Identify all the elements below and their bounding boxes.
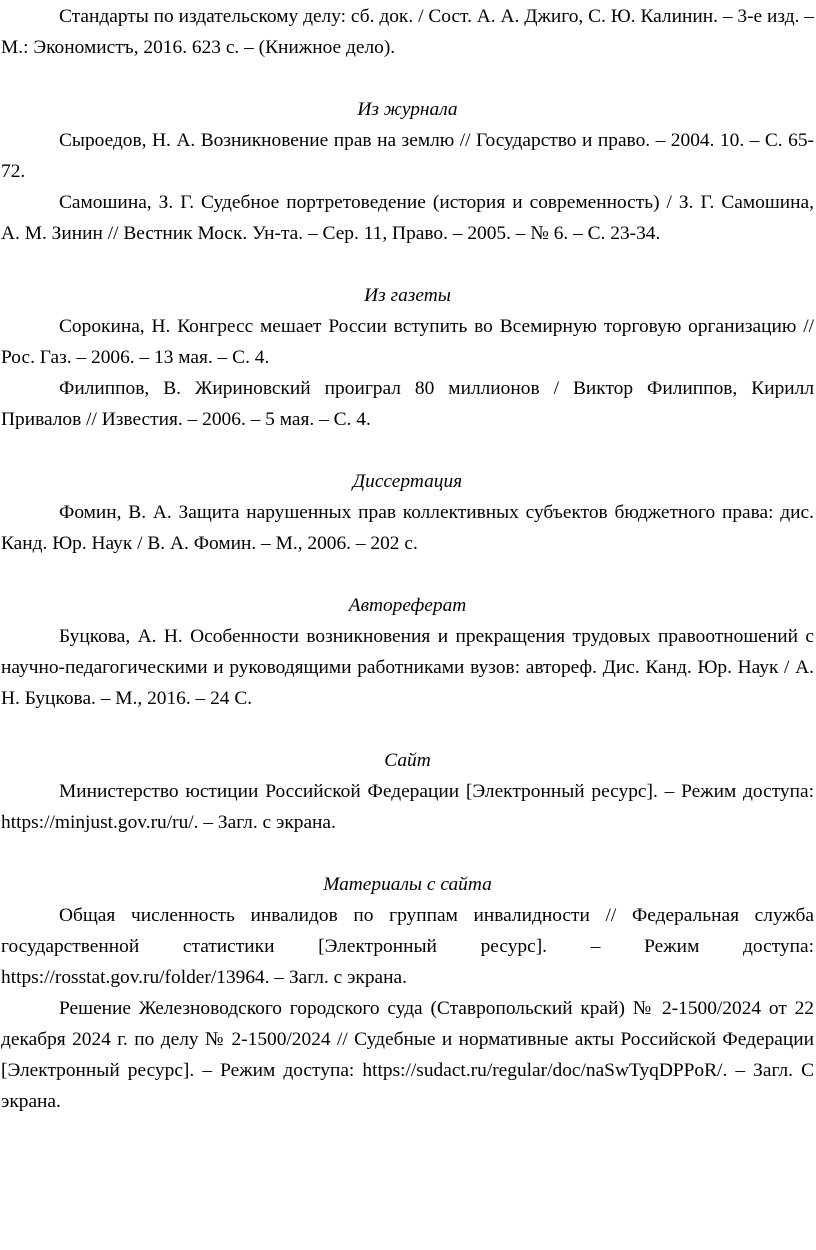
spacer bbox=[1, 435, 814, 466]
section-heading-website: Сайт bbox=[384, 750, 431, 771]
spacer bbox=[1, 838, 814, 869]
section-heading-website-materials: Материалы с сайта bbox=[323, 874, 492, 895]
section-abstract bbox=[1, 590, 814, 714]
section-heading-dissertation: Диссертация bbox=[352, 471, 463, 492]
section-dissertation bbox=[1, 466, 814, 559]
spacer bbox=[1, 714, 814, 745]
section-newspaper bbox=[1, 280, 814, 435]
bibliography-entry: Самошина, З. Г. Судебное портретоведение (история и современность) / З. Г. Самошина, А. М. Зинин // Вестник Моск. Ун-та. – Сер. 11, Право. – 2005. – № 6. – С. 23-34. bbox=[1, 192, 814, 244]
section-journal bbox=[1, 94, 814, 249]
bibliography-entry: Сыроедов, Н. А. Возникновение прав на землю // Государство и право. – 2004. 10. – С. 65-72. bbox=[1, 130, 814, 182]
section-publishing-standards bbox=[1, 0, 814, 63]
bibliography-entry: Сорокина, Н. Конгресс мешает России вступить во Всемирную торговую организацию // Рос. Газ. – 2006. – 13 мая. – С. 4. bbox=[1, 316, 814, 368]
section-heading-abstract: Автореферат bbox=[348, 595, 467, 616]
bibliography-entry: Общая численность инвалидов по группам инвалидности // Федеральная служба государственной статистики [Электронный ресурс]. – Режим доступа: https://rosstat.gov.ru/folder/13964. – Загл. с экрана. bbox=[1, 905, 814, 988]
spacer bbox=[1, 559, 814, 590]
bibliography-entry: Фомин, В. А. Защита нарушенных прав коллективных субъектов бюджетного права: дис. Канд. Юр. Наук / В. А. Фомин. – М., 2006. – 202 с. bbox=[1, 502, 814, 554]
bibliography-entry: Буцкова, А. Н. Особенности возникновения и прекращения трудовых правоотношений с научно-педагогическими и руководящими работниками вузов: автореф. Дис. Канд. Юр. Наук / А. Н. Буцкова. – М., 2016. – 24 С. bbox=[1, 626, 814, 709]
bibliography-entry: Министерство юстиции Российской Федерации [Электронный ресурс]. – Режим доступа: https://minjust.gov.ru/ru/. – Загл. с экрана. bbox=[1, 781, 814, 833]
section-heading-journal: Из журнала bbox=[357, 99, 458, 120]
bibliography-entry: Стандарты по издательскому делу: сб. док. / Сост. А. А. Джиго, С. Ю. Калинин. – 3-е изд. – М.: Экономистъ, 2016. 623 с. – (Книжное дело). bbox=[1, 6, 814, 58]
bibliography-entry: Решение Железноводского городского суда (Ставропольский край) № 2-1500/2024 от 22 декабря 2024 г. по делу № 2-1500/2024 // Судебные и нормативные акты Российской Федерации [Электронный ресурс]. – Режим доступа: https://sudact.ru/regular/doc/naSwTyqDPPoR/. – Загл. С экрана. bbox=[1, 998, 814, 1112]
spacer bbox=[1, 249, 814, 280]
bibliography-entry: Филиппов, В. Жириновский проиграл 80 миллионов / Виктор Филиппов, Кирилл Привалов // Известия. – 2006. – 5 мая. – С. 4. bbox=[1, 378, 814, 430]
section-heading-newspaper: Из газеты bbox=[364, 285, 451, 306]
spacer bbox=[1, 63, 814, 94]
section-website bbox=[1, 745, 814, 838]
section-website-materials bbox=[1, 869, 814, 1117]
